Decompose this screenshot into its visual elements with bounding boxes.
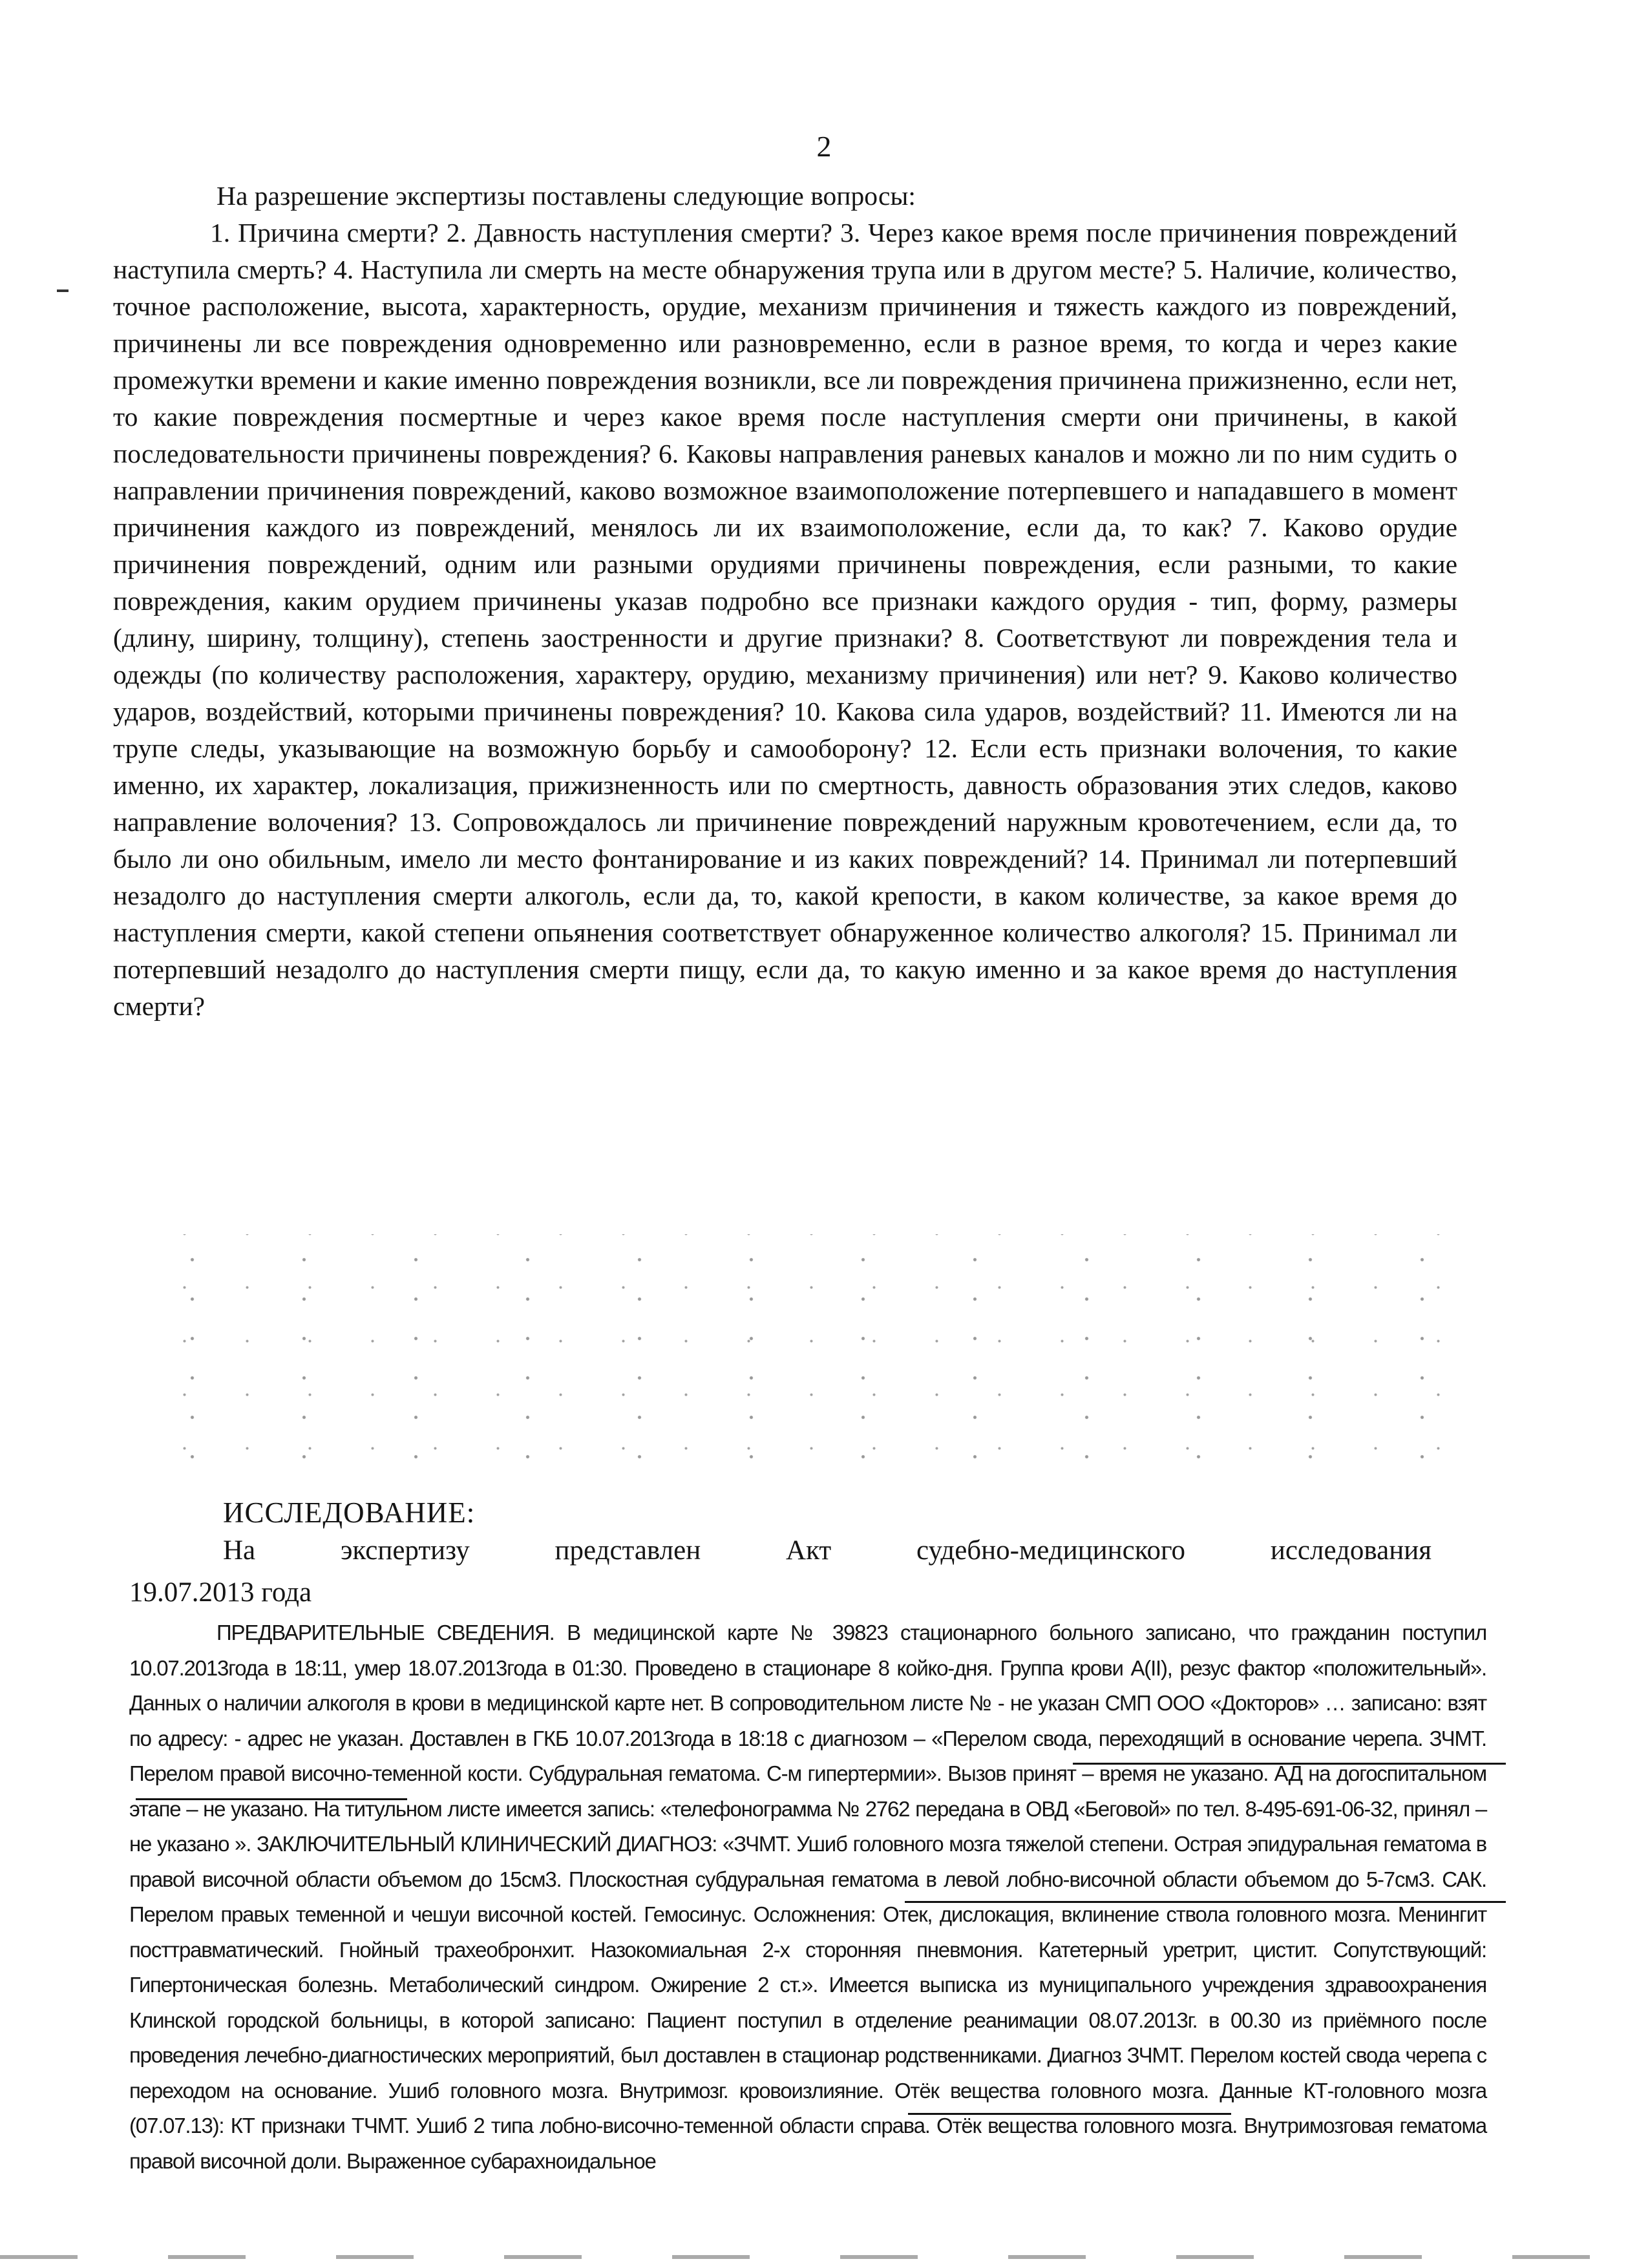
questions-list: 1. Причина смерти? 2. Давность наступления смерти? 3. Через какое время после причинения повреждений наступила смерть? 4. Наступила ли смерть на месте обнаружения трупа или в другом месте? 5. Наличие, количество, точное расположение, высота, характерность, орудие, механизм причинения и тяжесть каждого из повреждений, причинены ли все повреждения одновременно или разновременно, если в разное время, то когда и через какие промежутки времени и какие именно повреждения возникли, все ли повреждения причинена прижизненно, если нет, то какие повреждения посмертные и через какое время после наступления смерти они причинены, в какой последовательности причинены повреждения? 6. Каковы направления раневых каналов и можно ли по ним судить о направлении причинения повреждений, каково возможное взаимоположение потерпевшего и нападавшего в момент причинения каждого из повреждений, менялось ли их взаимоположение, если да, то как? 7. Каково орудие причинения повреждений, одним или разными орудиями причинены повреждения, если разными, то какие повреждения, каким орудием причинены указав подробно все признаки каждого орудия - тип, форму, размеры (длину, ширину, толщину), степень заостренности и другие признаки? 8. Соответствуют ли повреждения тела и одежды (по количеству расположения, характеру, орудию, механизму причинения) или нет? 9. Каково количество ударов, воздействий, которыми причинены повреждения? 10. Какова сила ударов, воздействий? 11. Имеются ли на трупе следы, указывающие на возможную борьбу и самооборону? 12. Если есть признаки волочения, то какие именно, их характер, локализация, прижизненность или по смертность, давность образования этих следов, каково направление волочения? 13. Сопровождалось ли причинение повреждений наружным кровотечением, если да, то было ли оно обильным, имело ли место фонтанирование и из каких повреждений? 14. Принимал ли потерпевший незадолго до наступления смерти алкоголь, если да, то, какой крепости, в каком количестве, за какое время до наступления смерти, какой степени опьянения соответствует обнаруженное количество алкоголя? 15. Принимал ли потерпевший незадолго до наступления смерти пищу, если да, то какую именно и за какое время до наступления смерти? (113, 218, 1457, 1021)
page-number: 2 (816, 130, 832, 163)
handwritten-underline (136, 1798, 407, 1800)
research-heading: ИССЛЕДОВАНИЕ: (223, 1496, 476, 1529)
expert-questions (113, 178, 1457, 1025)
preliminary-information: ПРЕДВАРИТЕЛЬНЫЕ СВЕДЕНИЯ. В медицинской карте № 39823 стационарного больного записано, что гражданин поступил 10.07.2013года в 18:11, умер 18.07.2013года в 01:30. Проведено в стационаре 8 койко-дня. Группа крови А(II), резус фактор «положительный». Данных о наличии алкоголя в крови в медицинской карте нет. В сопроводительном листе № - не указан СМП ООО «Докторов» … записано: взят по адресу: - адрес не указан. Доставлен в ГКБ 10.07.2013года в 18:18 с диагнозом – «Перелом свода, переходящий в основание черепа. ЗЧМТ. Перелом правой височно-теменной кости. Субдуральная гематома. С-м гипертермии». Вызов принят – время не указано. АД на догоспитальном этапе – не указано. На титульном листе имеется запись: «телефонограмма № 2762 передана в ОВД «Беговой» по тел. 8-495-691-06-32, принял – не указано ». ЗАКЛЮЧИТЕЛЬНЫЙ КЛИНИЧЕСКИЙ ДИАГНОЗ: «ЗЧМТ. Ушиб головного мозга тяжелой степени. Острая эпидуральная гематома в правой височной области объемом до 15см3. Плоскостная субдуральная гематома в левой лобно-височной области объемом до 5-7см3. САК. Перелом правых теменной и чешуи височной костей. Гемосинус. Осложнения: Отек, дислокация, вклинение ствола головного мозга. Менингит посттравматический. Гнойный трахеобронхит. Назокомиальная 2-х сторонняя пневмония. Катетерный уретрит, цистит. Сопутствующий: Гипертоническая болезнь. Метаболический синдром. Ожирение 2 ст.». Имеется выписка из муниципального учреждения здравоохранения Клинской городской больницы, в которой записано: Пациент поступил в отделение реанимации 08.07.2013г. в 00.30 из приёмного после проведения лечебно-диагностических мероприятий, был доставлен в стационар родственниками. Диагноз ЗЧМТ. Перелом костей свода черепа с переходом на основание. Ушиб головного мозга. Внутримозг. кровоизлияние. Отёк вещества головного мозга. Данные КТ-головного мозга (07.07.13): КТ признаки ТЧМТ. Ушиб 2 типа лобно-височно-теменной области справа. Отёк вещества головного мозга. Внутримозговая гематома правой височной доли. Выраженное субарахноидальное (129, 1621, 1486, 2173)
handwritten-underline (908, 2113, 1231, 2115)
scan-edge (0, 2255, 1648, 2259)
expertise-statement: На экспертизу представлен Акт судебно-медицинского исследования (223, 1535, 1431, 1566)
expertise-date: 19.07.2013 года (129, 1577, 312, 1608)
handwritten-underline (1073, 1763, 1506, 1765)
scan-noise (129, 1234, 1486, 1493)
handwritten-underline (905, 1901, 1506, 1903)
margin-mark (57, 289, 69, 292)
questions-intro: На разрешение экспертизы поставлены следующие вопросы: (217, 181, 916, 211)
